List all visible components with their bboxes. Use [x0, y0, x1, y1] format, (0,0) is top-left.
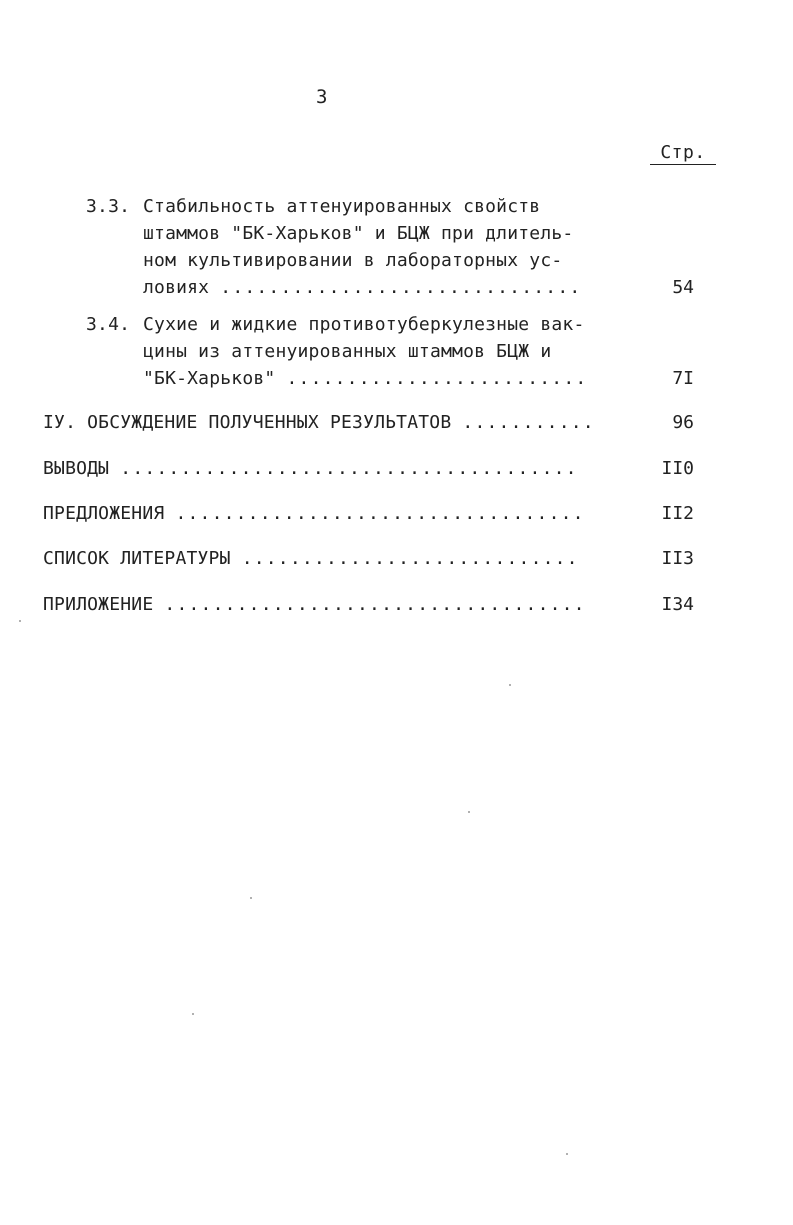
toc-leader-dots: ..............................: [220, 277, 582, 298]
scan-speck: [192, 1013, 194, 1015]
toc-leader-dots: ...........: [462, 412, 595, 433]
scan-speck: [509, 684, 511, 686]
toc-leader-dots: ...................................: [164, 594, 586, 615]
toc-page-number: II0: [661, 458, 694, 479]
toc-entry-title-text: ПРЕДЛОЖЕНИЯ: [43, 503, 165, 524]
toc-entry-line: [143, 368, 587, 389]
pages-column-header: Стр.: [650, 142, 716, 165]
toc-entry-line: цины из аттенуированных штаммов БЦЖ и: [143, 341, 552, 362]
toc-entry-title: [43, 503, 585, 524]
toc-entry-number: 3.3.: [86, 196, 131, 217]
toc-leader-dots: ......................................: [120, 458, 578, 479]
toc-entry-title: [43, 412, 595, 433]
toc-leader-dots: ..................................: [175, 503, 585, 524]
toc-page-number: II3: [661, 548, 694, 569]
toc-page-number: 7I: [672, 368, 694, 389]
toc-page-number: 96: [672, 412, 694, 433]
page-number: 3: [316, 86, 328, 108]
toc-entry-line: ном культивировании в лабораторных ус-: [143, 250, 563, 271]
toc-entry-title: [43, 458, 578, 479]
toc-entry-title-text: IУ. ОБСУЖДЕНИЕ ПОЛУЧЕННЫХ РЕЗУЛЬТАТОВ: [43, 412, 452, 433]
toc-page-number: II2: [661, 503, 694, 524]
toc-entry-line: штаммов "БК-Харьков" и БЦЖ при длитель-: [143, 223, 574, 244]
toc-entry-line: [143, 277, 581, 298]
scan-speck: [468, 811, 470, 813]
toc-entry-title-text: ПРИЛОЖЕНИЕ: [43, 594, 154, 615]
scan-speck: [250, 897, 252, 899]
toc-entry-title-text: СПИСОК ЛИТЕРАТУРЫ: [43, 548, 231, 569]
toc-page-number: 54: [672, 277, 694, 298]
toc-entry-title: [43, 548, 579, 569]
toc-leader-dots: .........................: [286, 368, 588, 389]
toc-leader-dots: ............................: [241, 548, 579, 569]
scan-speck: [19, 620, 21, 622]
toc-entry-line: Стабильность аттенуированных свойств: [143, 196, 541, 217]
toc-entry-line-text: "БК-Харьков": [143, 368, 276, 389]
toc-entry-title: [43, 594, 586, 615]
toc-entry-line-text: ловиях: [143, 277, 210, 298]
toc-page-number: I34: [661, 594, 694, 615]
toc-entry-line: Сухие и жидкие противотуберкулезные вак-: [143, 314, 585, 335]
scan-speck: [566, 1153, 568, 1155]
toc-entry-title-text: ВЫВОДЫ: [43, 458, 110, 479]
toc-entry-number: 3.4.: [86, 314, 131, 335]
